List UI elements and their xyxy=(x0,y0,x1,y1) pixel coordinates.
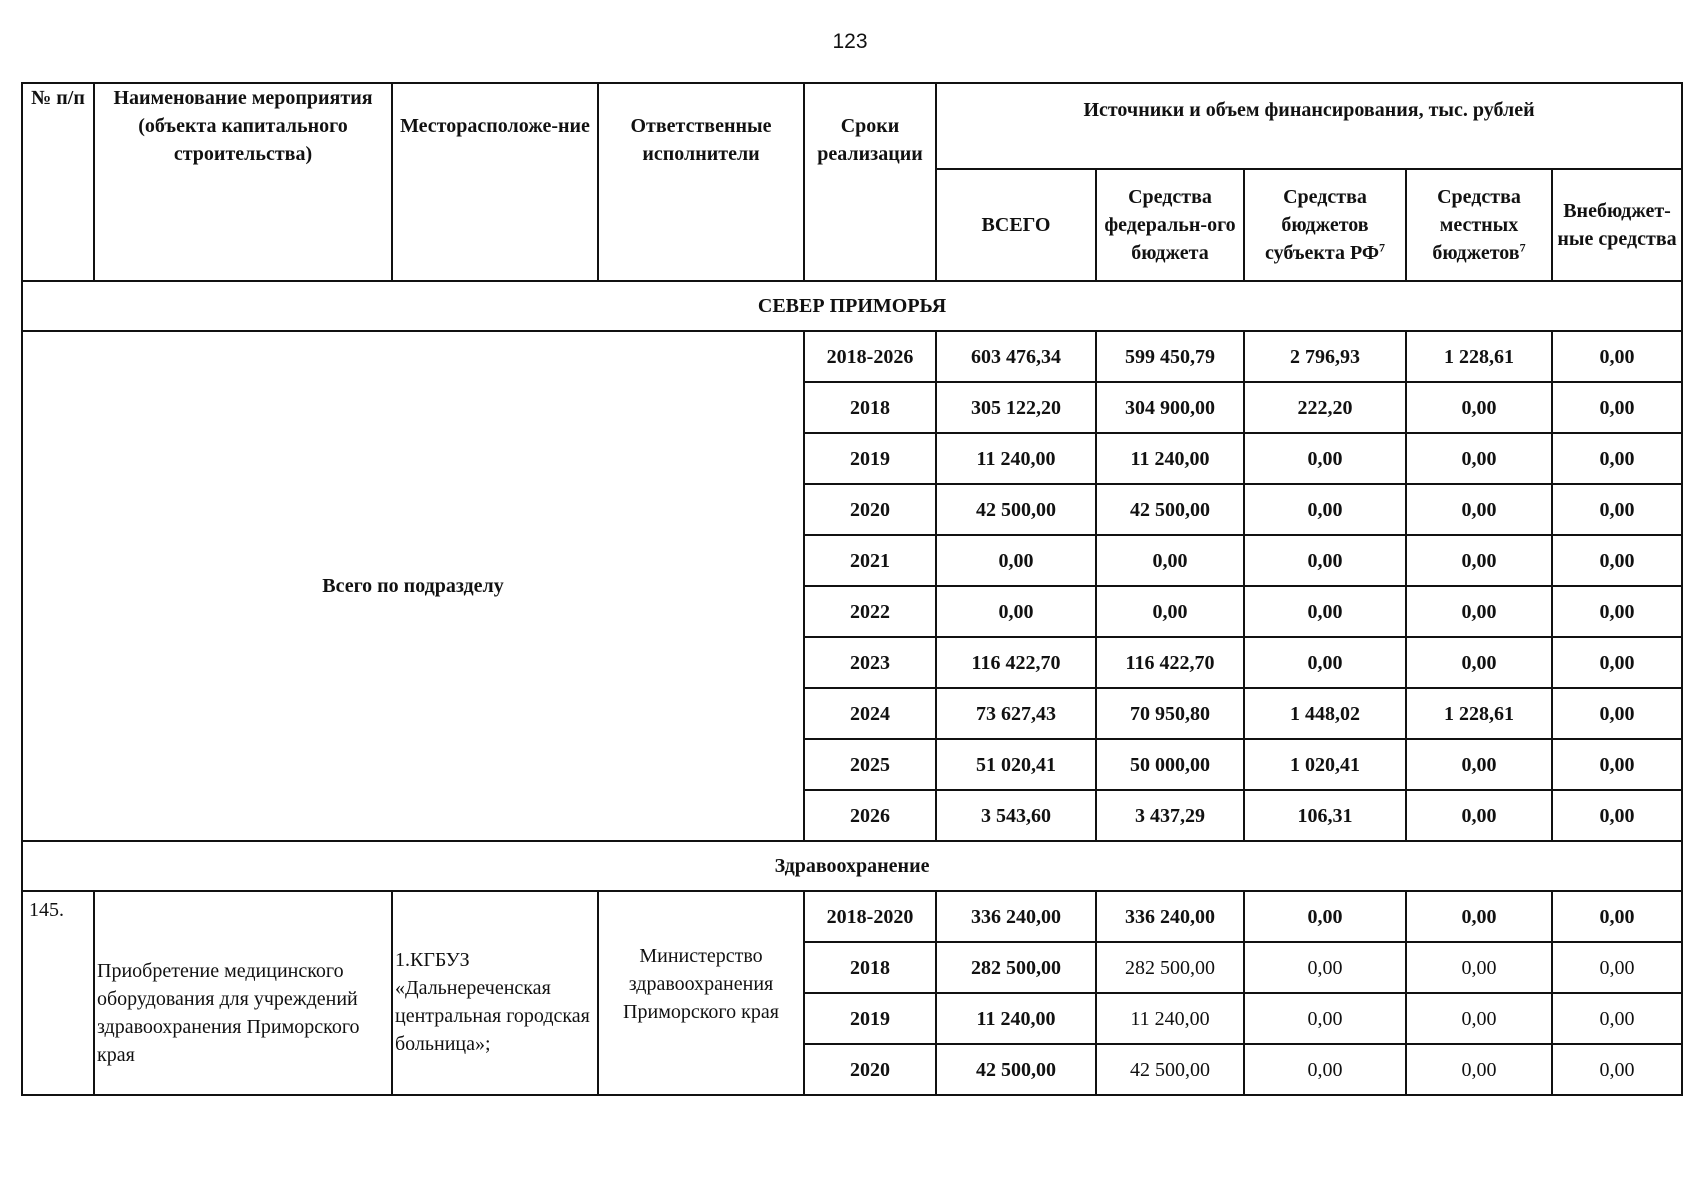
subtotal-subject: 0,00 xyxy=(1244,535,1406,586)
item-total: 336 240,00 xyxy=(936,891,1096,942)
subtotal-extra: 0,00 xyxy=(1552,739,1682,790)
subtotal-subject: 0,00 xyxy=(1244,484,1406,535)
subtotal-local: 0,00 xyxy=(1406,382,1552,433)
subtotal-local: 0,00 xyxy=(1406,637,1552,688)
subtotal-federal: 42 500,00 xyxy=(1096,484,1244,535)
subtotal-total: 603 476,34 xyxy=(936,331,1096,382)
item-subject: 0,00 xyxy=(1244,942,1406,993)
subtotal-total: 73 627,43 xyxy=(936,688,1096,739)
header-subject-footnote: 7 xyxy=(1379,240,1386,255)
subtotal-extra: 0,00 xyxy=(1552,382,1682,433)
item-extra: 0,00 xyxy=(1552,993,1682,1044)
header-local-footnote: 7 xyxy=(1519,240,1526,255)
subtotal-total: 3 543,60 xyxy=(936,790,1096,841)
subtotal-subject: 1 448,02 xyxy=(1244,688,1406,739)
subtotal-subject: 2 796,93 xyxy=(1244,331,1406,382)
subtotal-federal: 0,00 xyxy=(1096,586,1244,637)
subtotal-federal: 50 000,00 xyxy=(1096,739,1244,790)
subtotal-total: 0,00 xyxy=(936,535,1096,586)
item-local: 0,00 xyxy=(1406,1044,1552,1095)
subtotal-label: Всего по подразделу xyxy=(22,331,804,841)
subtotal-federal: 3 437,29 xyxy=(1096,790,1244,841)
item-subject: 0,00 xyxy=(1244,993,1406,1044)
subtotal-local: 0,00 xyxy=(1406,586,1552,637)
subtotal-extra: 0,00 xyxy=(1552,586,1682,637)
header-location: Месторасположе-ние xyxy=(392,83,598,281)
subtotal-period: 2020 xyxy=(804,484,936,535)
item-federal: 11 240,00 xyxy=(1096,993,1244,1044)
item-local: 0,00 xyxy=(1406,942,1552,993)
header-extra: Внебюджет-ные средства xyxy=(1552,169,1682,281)
item-local: 0,00 xyxy=(1406,993,1552,1044)
item-extra: 0,00 xyxy=(1552,942,1682,993)
subtotal-federal: 599 450,79 xyxy=(1096,331,1244,382)
subtotal-extra: 0,00 xyxy=(1552,331,1682,382)
subtotal-local: 0,00 xyxy=(1406,739,1552,790)
subtotal-total: 305 122,20 xyxy=(936,382,1096,433)
subtotal-local: 1 228,61 xyxy=(1406,688,1552,739)
subtotal-federal: 70 950,80 xyxy=(1096,688,1244,739)
subtotal-subject: 0,00 xyxy=(1244,433,1406,484)
subtotal-subject: 0,00 xyxy=(1244,637,1406,688)
header-subject-text: Средства бюджетов субъекта РФ xyxy=(1264,186,1380,264)
subtotal-local: 1 228,61 xyxy=(1406,331,1552,382)
subtotal-period: 2021 xyxy=(804,535,936,586)
header-name: Наименование мероприятия (объекта капитального строительства) xyxy=(94,83,392,281)
subtotal-extra: 0,00 xyxy=(1552,484,1682,535)
item-period: 2020 xyxy=(804,1044,936,1095)
subtotal-federal: 304 900,00 xyxy=(1096,382,1244,433)
subtotal-federal: 116 422,70 xyxy=(1096,637,1244,688)
item-federal: 282 500,00 xyxy=(1096,942,1244,993)
item-extra: 0,00 xyxy=(1552,891,1682,942)
subtotal-period: 2025 xyxy=(804,739,936,790)
item-number: 145. xyxy=(22,891,94,1095)
subtotal-extra: 0,00 xyxy=(1552,790,1682,841)
header-local-text: Средства местных бюджетов xyxy=(1432,186,1521,264)
subtotal-extra: 0,00 xyxy=(1552,688,1682,739)
subtotal-total: 51 020,41 xyxy=(936,739,1096,790)
header-responsible: Ответственные исполнители xyxy=(598,83,804,281)
item-federal: 336 240,00 xyxy=(1096,891,1244,942)
header-sources: Источники и объем финансирования, тыс. рублей xyxy=(936,83,1682,169)
subtotal-local: 0,00 xyxy=(1406,433,1552,484)
subtotal-total: 11 240,00 xyxy=(936,433,1096,484)
item-period: 2018 xyxy=(804,942,936,993)
page-number: 123 xyxy=(832,30,868,53)
item-local: 0,00 xyxy=(1406,891,1552,942)
subtotal-subject: 1 020,41 xyxy=(1244,739,1406,790)
subtotal-extra: 0,00 xyxy=(1552,637,1682,688)
subtotal-period: 2019 xyxy=(804,433,936,484)
item-responsible: Министерство здравоохранения Приморского края xyxy=(598,891,804,1095)
subtotal-period: 2023 xyxy=(804,637,936,688)
header-period: Сроки реализации xyxy=(804,83,936,281)
subtotal-federal: 11 240,00 xyxy=(1096,433,1244,484)
subtotal-subject: 0,00 xyxy=(1244,586,1406,637)
item-location: 1.КГБУЗ «Дальнереченская центральная городская больница»; xyxy=(392,891,598,1095)
header-subject xyxy=(1244,169,1406,281)
subtotal-extra: 0,00 xyxy=(1552,535,1682,586)
subtotal-local: 0,00 xyxy=(1406,484,1552,535)
item-total: 11 240,00 xyxy=(936,993,1096,1044)
subtotal-federal: 0,00 xyxy=(1096,535,1244,586)
header-local xyxy=(1406,169,1552,281)
subtotal-extra: 0,00 xyxy=(1552,433,1682,484)
subtotal-total: 42 500,00 xyxy=(936,484,1096,535)
item-period: 2018-2020 xyxy=(804,891,936,942)
subtotal-period: 2018 xyxy=(804,382,936,433)
item-federal: 42 500,00 xyxy=(1096,1044,1244,1095)
financing-table xyxy=(21,82,1683,1096)
subtotal-period: 2018-2026 xyxy=(804,331,936,382)
subtotal-period: 2022 xyxy=(804,586,936,637)
item-subject: 0,00 xyxy=(1244,891,1406,942)
header-num: № п/п xyxy=(22,83,94,281)
subtotal-local: 0,00 xyxy=(1406,790,1552,841)
subtotal-period: 2024 xyxy=(804,688,936,739)
subtotal-local: 0,00 xyxy=(1406,535,1552,586)
header-federal: Средства федеральн-ого бюджета xyxy=(1096,169,1244,281)
item-name: Приобретение медицинского оборудования для учреждений здравоохранения Приморского края xyxy=(94,891,392,1095)
item-extra: 0,00 xyxy=(1552,1044,1682,1095)
subtotal-total: 0,00 xyxy=(936,586,1096,637)
item-total: 282 500,00 xyxy=(936,942,1096,993)
subtotal-subject: 222,20 xyxy=(1244,382,1406,433)
item-total: 42 500,00 xyxy=(936,1044,1096,1095)
header-total: ВСЕГО xyxy=(936,169,1096,281)
item-subject: 0,00 xyxy=(1244,1044,1406,1095)
section-health-title: Здравоохранение xyxy=(22,841,1682,891)
subtotal-total: 116 422,70 xyxy=(936,637,1096,688)
item-period: 2019 xyxy=(804,993,936,1044)
subtotal-subject: 106,31 xyxy=(1244,790,1406,841)
subtotal-period: 2026 xyxy=(804,790,936,841)
section-north-title: СЕВЕР ПРИМОРЬЯ xyxy=(22,281,1682,331)
